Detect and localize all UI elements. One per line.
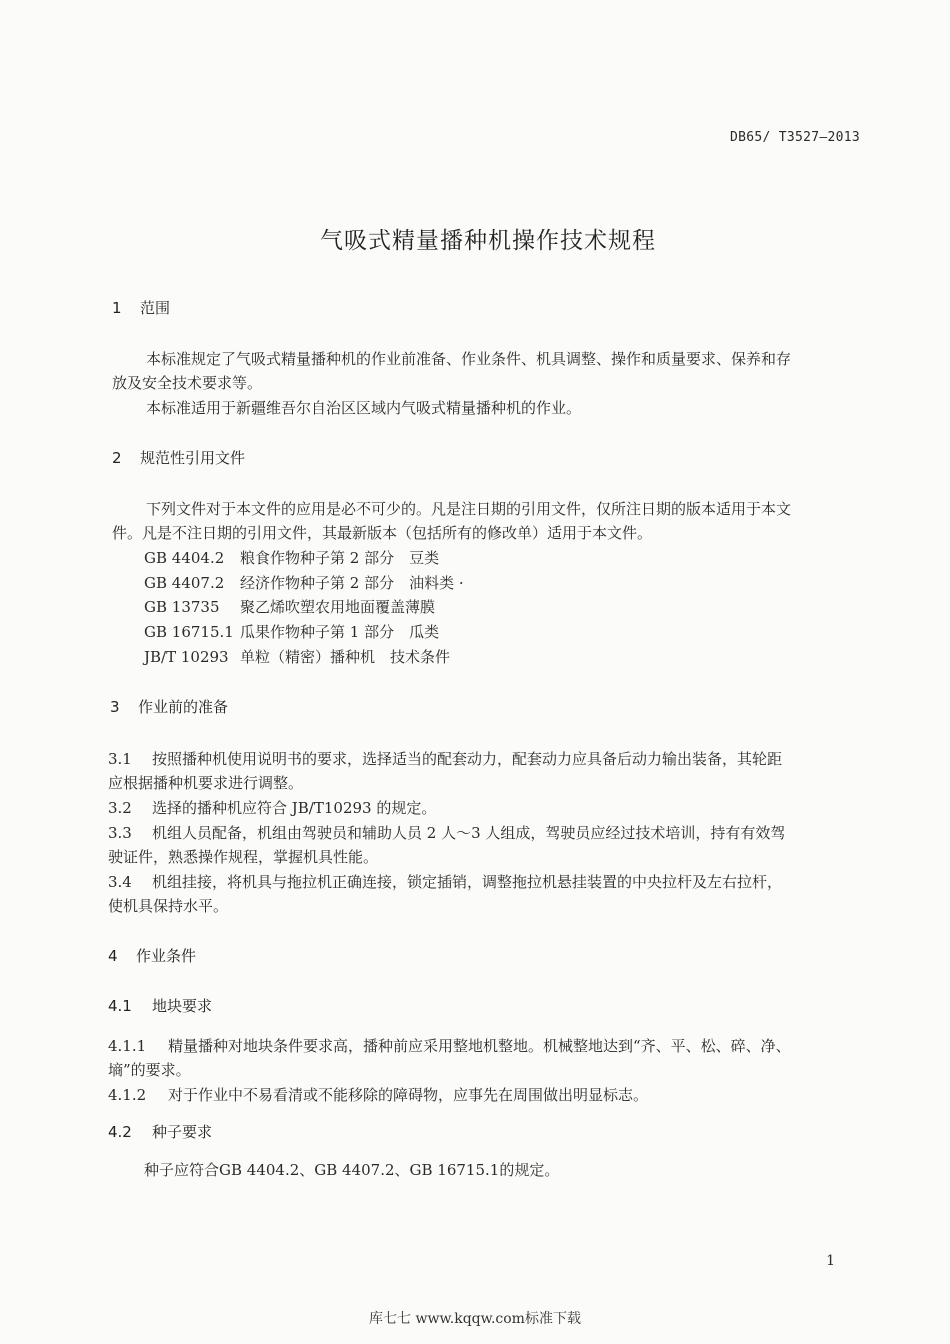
reference-item [144, 571, 464, 595]
paragraph-line: 件。凡是不注日期的引用文件，其最新版本（包括所有的修改单）适用于本文件。 [112, 524, 653, 542]
clause-text: 按照播种机使用说明书的要求，选择适当的配套动力，配套动力应具备后动力输出装备，其轮距 [152, 750, 783, 768]
reference-title: 粮食作物种子第 2 部分 豆类 [240, 549, 440, 567]
section-2-heading [112, 447, 245, 468]
subsection-title: 种子要求 [152, 1123, 213, 1141]
paragraph-line: 下列文件对于本文件的应用是必不可少的。凡是注日期的引用文件，仅所注日期的版本适用于本文 [146, 500, 792, 518]
clause-number: 4.1.2 [108, 1086, 147, 1104]
reference-title: 经济作物种子第 2 部分 油料类 · [240, 574, 464, 592]
section-1-heading [112, 297, 170, 318]
paragraph-line: 放及安全技术要求等。 [112, 374, 263, 392]
reference-item [144, 645, 450, 669]
clause-text: 机组人员配备，机组由驾驶员和辅助人员 2 人～3 人组成，驾驶员应经过技术培训，持有有效驾 [152, 824, 786, 842]
clause-number: 3.4 [108, 873, 132, 891]
reference-code: GB 13735 [144, 598, 220, 616]
paragraph-line: 驶证件，熟悉操作规程，掌握机具性能。 [108, 848, 379, 866]
reference-item [144, 546, 439, 570]
clause-number: 3.1 [108, 750, 132, 768]
clause-4-1-2 [108, 1083, 648, 1107]
standard-code: DB65/ T3527—2013 [729, 130, 860, 145]
reference-code: JB/T 10293 [144, 648, 229, 666]
reference-code: GB 16715.1 [144, 623, 234, 641]
clause-3-2 [108, 796, 436, 820]
clause-text: 对于作业中不易看清或不能移除的障碍物，应事先在周围做出明显标志。 [168, 1086, 649, 1104]
section-title: 作业条件 [136, 947, 197, 965]
clause-4-1-1 [108, 1034, 791, 1058]
reference-code: GB 4407.2 [144, 574, 225, 592]
paragraph-line: 本标准规定了气吸式精量播种机的作业前准备、作业条件、机具调整、操作和质量要求、保养和存 [146, 350, 792, 368]
footer-watermark: 库七七 www.kqqw.com标准下载 [369, 1311, 581, 1327]
clause-number: 4.1.1 [108, 1037, 147, 1055]
subsection-number: 4.2 [108, 1123, 132, 1141]
paragraph-line: 使机具保持水平。 [108, 897, 229, 915]
clause-3-1 [108, 747, 782, 771]
reference-item [144, 620, 439, 644]
reference-title: 瓜果作物种子第 1 部分 瓜类 [240, 623, 440, 641]
subsection-number: 4.1 [108, 997, 132, 1015]
reference-item [144, 595, 435, 619]
section-number: 1 [112, 299, 122, 317]
clause-text: 选择的播种机应符合 JB/T10293 的规定。 [152, 799, 437, 817]
section-number: 4 [108, 947, 118, 965]
section-title: 作业前的准备 [138, 698, 229, 716]
reference-title: 聚乙烯吹塑农用地面覆盖薄膜 [240, 598, 436, 616]
clause-text: 机组挂接，将机具与拖拉机正确连接，锁定插销，调整拖拉机悬挂装置的中央拉杆及左右拉杆， [152, 873, 783, 891]
section-4-heading [108, 945, 196, 966]
clause-text: 精量播种对地块条件要求高，播种前应采用整地机整地。机械整地达到“齐、平、松、碎、净、 [168, 1037, 791, 1055]
clause-number: 3.3 [108, 824, 132, 842]
section-number: 2 [112, 449, 122, 467]
section-number: 3 [110, 698, 120, 716]
paragraph-line: 本标准适用于新疆维吾尔自治区区域内气吸式精量播种机的作业。 [146, 399, 582, 417]
reference-title: 单粒（精密）播种机 技术条件 [240, 648, 451, 666]
section-title: 规范性引用文件 [140, 449, 246, 467]
reference-code: GB 4404.2 [144, 549, 225, 567]
subsection-4-2-heading [108, 1121, 212, 1142]
clause-number: 3.2 [108, 799, 132, 817]
section-3-heading [110, 696, 228, 717]
paragraph-line: 应根据播种机要求进行调整。 [108, 774, 304, 792]
clause-3-4 [108, 870, 782, 894]
page-number: 1 [826, 1253, 835, 1269]
section-title: 范围 [140, 299, 171, 317]
clause-3-3 [108, 821, 785, 845]
paragraph-line: 种子应符合GB 4404.2、GB 4407.2、GB 16715.1的规定。 [144, 1161, 560, 1179]
subsection-4-1-heading [108, 995, 212, 1016]
page-title: 气吸式精量播种机操作技术规程 [320, 228, 656, 254]
paragraph-line: 墒”的要求。 [108, 1061, 191, 1079]
subsection-title: 地块要求 [152, 997, 213, 1015]
